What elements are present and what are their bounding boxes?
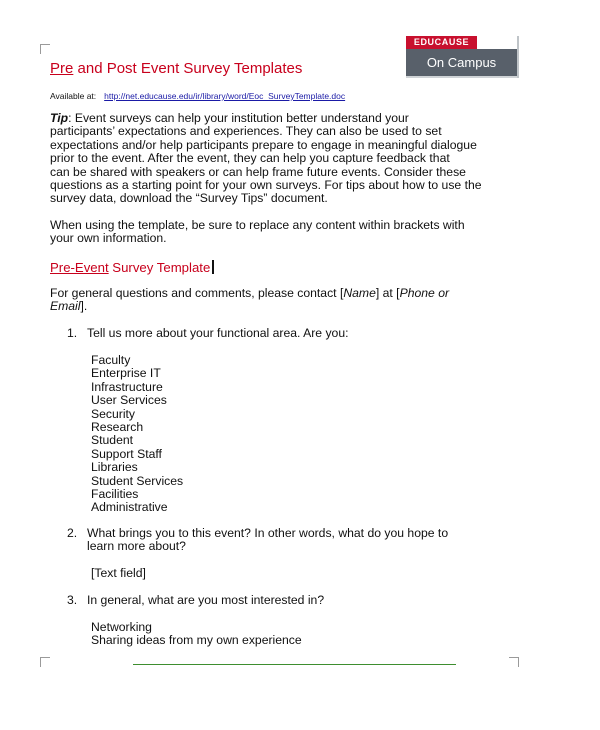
question-1 [67, 327, 349, 340]
logo-underline [406, 76, 517, 78]
instructions-line: When using the template, be sure to replace any content within brackets with [50, 218, 465, 232]
contact-name-placeholder: Name [343, 286, 376, 300]
contact-phone-placeholder: Phone or [399, 286, 450, 300]
contact-text: ] at [ [375, 286, 400, 300]
question-text: Tell us more about your functional area. Are you: [87, 326, 349, 340]
question-text: learn more about? [87, 539, 186, 554]
question-3 [67, 594, 324, 607]
template-instructions [50, 219, 465, 246]
template-link[interactable]: http://net.educause.edu/ir/library/word/Eoc_SurveyTemplate.doc [104, 91, 346, 101]
tip-line: prior to the event. After the event, they can help you capture feedback that [50, 151, 450, 166]
tip-line: expectations and/or help participants prepare to engage in meaningful dialogue [50, 137, 477, 152]
contact-email-placeholder: Email [50, 299, 81, 314]
question-text: What brings you to this event? In other words, what do you hope to [87, 526, 449, 540]
tip-line: survey data, download the “Survey Tips” document. [50, 191, 328, 206]
option-item: Faculty [91, 353, 131, 367]
grammar-underline [133, 664, 456, 665]
margin-corner-bottom-right [509, 657, 519, 667]
option-item: Student [91, 433, 134, 448]
logo-subtitle: On Campus [406, 49, 517, 76]
option-item: Student Services [91, 473, 184, 488]
option-item: Enterprise IT [91, 366, 161, 381]
option-item: Networking [91, 620, 152, 634]
tip-label: Tip [50, 111, 69, 125]
question-1-options [91, 354, 183, 515]
page-title [50, 60, 302, 77]
option-item: Security [91, 406, 136, 421]
tip-line: : Event surveys can help your institution better understand your [68, 111, 409, 125]
option-item: Infrastructure [91, 379, 163, 394]
logo-brand: EDUCAUSE [406, 36, 477, 49]
question-3-options [91, 621, 302, 648]
section-pre: Pre-Event [50, 260, 109, 275]
question-number: 1. [67, 326, 78, 340]
option-item: Libraries [91, 460, 138, 475]
margin-corner-top-left [40, 44, 50, 54]
question-2-options [91, 567, 146, 580]
question-number: 3. [67, 593, 78, 607]
instructions-line: your own information. [50, 231, 167, 246]
contact-paragraph [50, 287, 449, 314]
title-rest: and Post Event Survey Templates [73, 60, 303, 77]
question-number: 2. [67, 526, 78, 540]
option-item: Administrative [91, 500, 168, 515]
text-cursor [212, 260, 214, 274]
available-at [50, 91, 345, 101]
title-pre: Pre [50, 60, 74, 77]
option-item: User Services [91, 393, 167, 408]
contact-text: ]. [80, 299, 88, 314]
text-field-placeholder: [Text field] [91, 566, 146, 580]
tip-line: can be shared with speakers or can help frame future events. Consider these [50, 164, 466, 179]
tip-line: participants’ expectations and experiences. They can also be used to set [50, 124, 442, 139]
margin-corner-bottom-left [40, 657, 50, 667]
option-item: Sharing ideas from my own experience [91, 633, 302, 648]
tip-line: questions as a starting point for your own surveys. For tips about how to use the [50, 178, 482, 193]
tip-paragraph [50, 112, 482, 206]
question-2 [67, 527, 448, 554]
available-label: Available at: [50, 91, 97, 101]
logo-side-line [517, 36, 519, 78]
contact-text: For general questions and comments, please contact [ [50, 286, 344, 300]
question-text: In general, what are you most interested in? [87, 593, 325, 607]
educause-logo [406, 36, 517, 76]
option-item: Support Staff [91, 446, 162, 461]
section-heading [50, 260, 214, 275]
section-rest: Survey Template [108, 260, 211, 275]
option-item: Facilities [91, 486, 139, 501]
option-item: Research [91, 419, 144, 434]
